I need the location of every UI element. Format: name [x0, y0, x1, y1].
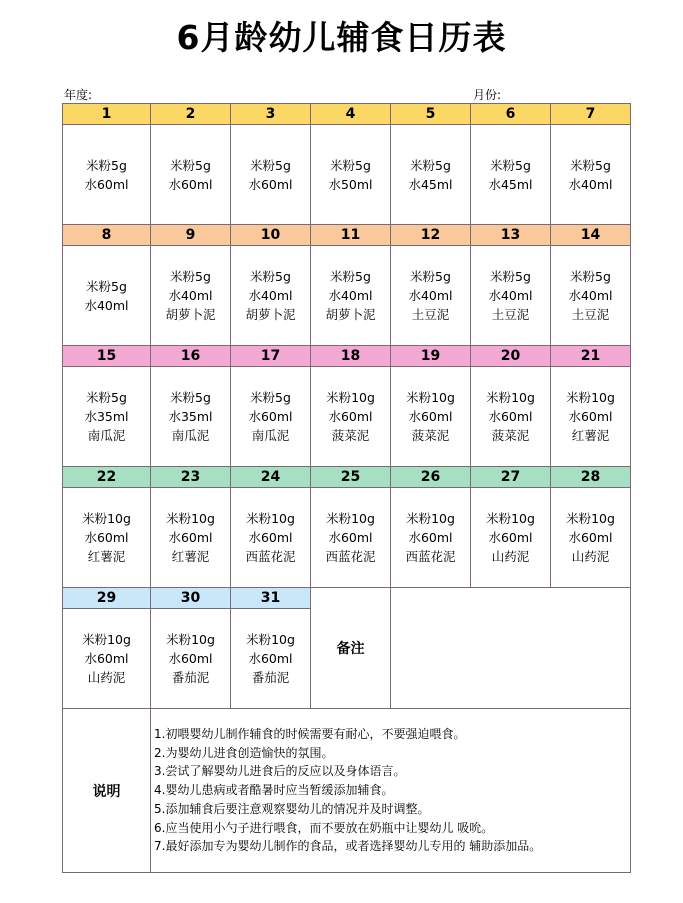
week-header-row [63, 104, 631, 125]
day-number: 4 [311, 104, 391, 125]
menu-line: 水60ml [568, 530, 613, 545]
note-item: 3.尝试了解婴幼儿进食后的反应以及身体语言。 [154, 764, 406, 779]
menu-line: 胡萝卜泥 [245, 307, 296, 322]
day-number: 2 [151, 104, 231, 125]
menu-line: 南瓜泥 [251, 428, 290, 443]
menu-line: 菠菜泥 [331, 428, 370, 443]
menu-line: 米粉5g [170, 390, 211, 405]
menu-line: 米粉10g [406, 511, 455, 526]
day-number: 23 [151, 467, 231, 488]
menu-line: 水60ml [84, 530, 129, 545]
day-menu-cell [391, 125, 471, 225]
menu-line: 红薯泥 [171, 549, 210, 564]
menu-line: 米粉10g [246, 632, 295, 647]
menu-line: 米粉10g [566, 390, 615, 405]
day-number: 6 [471, 104, 551, 125]
menu-line: 米粉5g [410, 269, 451, 284]
menu-line: 水60ml [84, 651, 129, 666]
menu-line: 米粉5g [330, 157, 371, 173]
menu-line: 水60ml [84, 176, 129, 192]
menu-line: 山药泥 [491, 549, 530, 564]
menu-line: 土豆泥 [491, 307, 530, 322]
note-item: 7.最好添加专为婴幼儿制作的食品，或者选择婴幼儿专用的 辅助添加品。 [154, 839, 542, 854]
day-menu-cell [311, 125, 391, 225]
menu-line: 红薯泥 [87, 549, 126, 564]
notes-row [63, 709, 631, 873]
menu-line: 米粉5g [490, 269, 531, 284]
day-number: 11 [311, 225, 391, 246]
day-menu-cell [471, 488, 551, 588]
menu-line: 胡萝卜泥 [165, 307, 216, 322]
menu-line: 水60ml [488, 530, 533, 545]
month-label: 月份: [473, 88, 502, 102]
menu-line: 水40ml [168, 288, 213, 303]
menu-line: 西蓝花泥 [245, 549, 296, 564]
note-item: 4.婴幼儿患病或者酷暑时应当暂缓添加辅食。 [154, 783, 394, 798]
day-number: 22 [63, 467, 151, 488]
menu-line: 水40ml [408, 288, 453, 303]
menu-line: 米粉5g [570, 157, 611, 173]
day-menu-cell [231, 125, 311, 225]
menu-line: 米粉10g [166, 632, 215, 647]
note-item: 6.应当使用小勺子进行喂食，而不要放在奶瓶中让婴幼儿 吸吮。 [154, 820, 494, 835]
day-number: 15 [63, 346, 151, 367]
day-menu-cell [311, 488, 391, 588]
menu-line: 米粉5g [86, 390, 127, 405]
menu-line: 胡萝卜泥 [325, 307, 376, 322]
day-menu-cell [151, 609, 231, 709]
menu-line: 米粉5g [250, 390, 291, 405]
menu-line: 水60ml [248, 409, 293, 424]
menu-line: 西蓝花泥 [325, 549, 376, 564]
day-number: 1 [63, 104, 151, 125]
menu-line: 山药泥 [571, 549, 610, 564]
day-number: 5 [391, 104, 471, 125]
menu-line: 水60ml [568, 409, 613, 424]
menu-line: 水60ml [328, 530, 373, 545]
note-item: 2.为婴幼儿进食创造愉快的氛围。 [154, 745, 334, 760]
day-number: 14 [551, 225, 631, 246]
menu-line: 水60ml [408, 530, 453, 545]
menu-line: 米粉10g [82, 511, 131, 526]
menu-line: 米粉5g [330, 269, 371, 284]
day-number: 20 [471, 346, 551, 367]
day-menu-cell [311, 246, 391, 346]
day-number: 19 [391, 346, 471, 367]
menu-line: 米粉5g [410, 157, 451, 173]
menu-line: 米粉5g [170, 269, 211, 284]
day-number: 12 [391, 225, 471, 246]
menu-line: 米粉10g [166, 511, 215, 526]
menu-line: 水60ml [248, 176, 293, 192]
day-number: 28 [551, 467, 631, 488]
menu-line: 米粉10g [486, 511, 535, 526]
menu-line: 米粉5g [170, 157, 211, 173]
day-menu-cell [391, 367, 471, 467]
day-menu-cell [63, 246, 151, 346]
day-menu-cell [391, 488, 471, 588]
menu-line: 水60ml [168, 176, 213, 192]
day-menu-cell [151, 367, 231, 467]
day-menu-cell [551, 367, 631, 467]
week-content-row [63, 246, 631, 346]
menu-line: 水40ml [568, 176, 613, 192]
day-menu-cell [471, 367, 551, 467]
menu-line: 米粉5g [490, 157, 531, 173]
menu-line: 番茄泥 [171, 670, 210, 685]
day-menu-cell [231, 488, 311, 588]
menu-line: 水50ml [328, 176, 373, 192]
day-number: 26 [391, 467, 471, 488]
menu-line: 南瓜泥 [87, 428, 126, 443]
menu-line: 米粉5g [570, 269, 611, 284]
day-number: 30 [151, 588, 231, 609]
menu-line: 米粉10g [326, 390, 375, 405]
day-menu-cell [231, 246, 311, 346]
menu-line: 水60ml [168, 651, 213, 666]
menu-line: 水60ml [328, 409, 373, 424]
menu-line: 水60ml [248, 530, 293, 545]
note-item: 1.初喂婴幼儿制作辅食的时候需要有耐心，不要强迫喂食。 [154, 726, 466, 741]
menu-line: 米粉5g [250, 157, 291, 173]
menu-line: 米粉5g [86, 278, 127, 294]
day-menu-cell [231, 609, 311, 709]
day-number: 3 [231, 104, 311, 125]
remark-content [391, 588, 631, 709]
day-menu-cell [151, 125, 231, 225]
week-header-row [63, 588, 631, 609]
menu-line: 土豆泥 [411, 307, 450, 322]
menu-line: 米粉10g [326, 511, 375, 526]
menu-line: 米粉10g [566, 511, 615, 526]
day-number: 21 [551, 346, 631, 367]
menu-line: 水60ml [488, 409, 533, 424]
menu-line: 水45ml [488, 176, 533, 192]
day-menu-cell [471, 125, 551, 225]
menu-line: 南瓜泥 [171, 428, 210, 443]
note-item: 5.添加辅食后要注意观察婴幼儿的情况并及时调整。 [154, 801, 430, 816]
remark-label: 备注 [311, 588, 391, 709]
menu-line: 菠菜泥 [411, 428, 450, 443]
menu-line: 水35ml [84, 409, 129, 424]
day-menu-cell [551, 488, 631, 588]
week-header-row [63, 225, 631, 246]
notes-content [151, 709, 631, 873]
menu-line: 米粉5g [250, 269, 291, 284]
day-number: 25 [311, 467, 391, 488]
menu-line: 水60ml [408, 409, 453, 424]
menu-line: 米粉10g [82, 632, 131, 647]
day-number: 16 [151, 346, 231, 367]
day-number: 29 [63, 588, 151, 609]
page-title: 6月龄幼儿辅食日历表 [176, 18, 507, 57]
week-content-row [63, 488, 631, 588]
day-menu-cell [63, 125, 151, 225]
menu-line: 米粉10g [406, 390, 455, 405]
menu-line: 番茄泥 [251, 670, 290, 685]
day-number: 27 [471, 467, 551, 488]
menu-line: 菠菜泥 [491, 428, 530, 443]
feeding-calendar-table [62, 103, 631, 873]
day-menu-cell [551, 246, 631, 346]
menu-line: 水60ml [248, 651, 293, 666]
menu-line: 山药泥 [87, 670, 126, 685]
menu-line: 红薯泥 [571, 428, 610, 443]
day-number: 18 [311, 346, 391, 367]
day-menu-cell [231, 367, 311, 467]
day-menu-cell [391, 246, 471, 346]
menu-line: 土豆泥 [571, 307, 610, 322]
day-number: 10 [231, 225, 311, 246]
day-number: 7 [551, 104, 631, 125]
menu-line: 水40ml [568, 288, 613, 303]
menu-line: 水40ml [488, 288, 533, 303]
menu-line: 米粉10g [246, 511, 295, 526]
week-header-row [63, 346, 631, 367]
day-menu-cell [311, 367, 391, 467]
notes-label: 说明 [63, 709, 151, 873]
week-content-row [63, 367, 631, 467]
menu-line: 米粉10g [486, 390, 535, 405]
menu-line: 水35ml [168, 409, 213, 424]
week-content-row [63, 125, 631, 225]
day-number: 13 [471, 225, 551, 246]
year-label: 年度: [64, 88, 93, 102]
menu-line: 水40ml [328, 288, 373, 303]
menu-line: 水40ml [84, 297, 129, 313]
menu-line: 水60ml [168, 530, 213, 545]
menu-line: 水40ml [248, 288, 293, 303]
day-menu-cell [151, 246, 231, 346]
day-number: 24 [231, 467, 311, 488]
day-menu-cell [63, 367, 151, 467]
menu-line: 水45ml [408, 176, 453, 192]
day-menu-cell [63, 488, 151, 588]
day-number: 31 [231, 588, 311, 609]
day-number: 17 [231, 346, 311, 367]
day-menu-cell [151, 488, 231, 588]
day-menu-cell [63, 609, 151, 709]
day-number: 9 [151, 225, 231, 246]
menu-line: 米粉5g [86, 157, 127, 173]
menu-line: 西蓝花泥 [405, 549, 456, 564]
day-number: 8 [63, 225, 151, 246]
day-menu-cell [551, 125, 631, 225]
day-menu-cell [471, 246, 551, 346]
week-header-row [63, 467, 631, 488]
